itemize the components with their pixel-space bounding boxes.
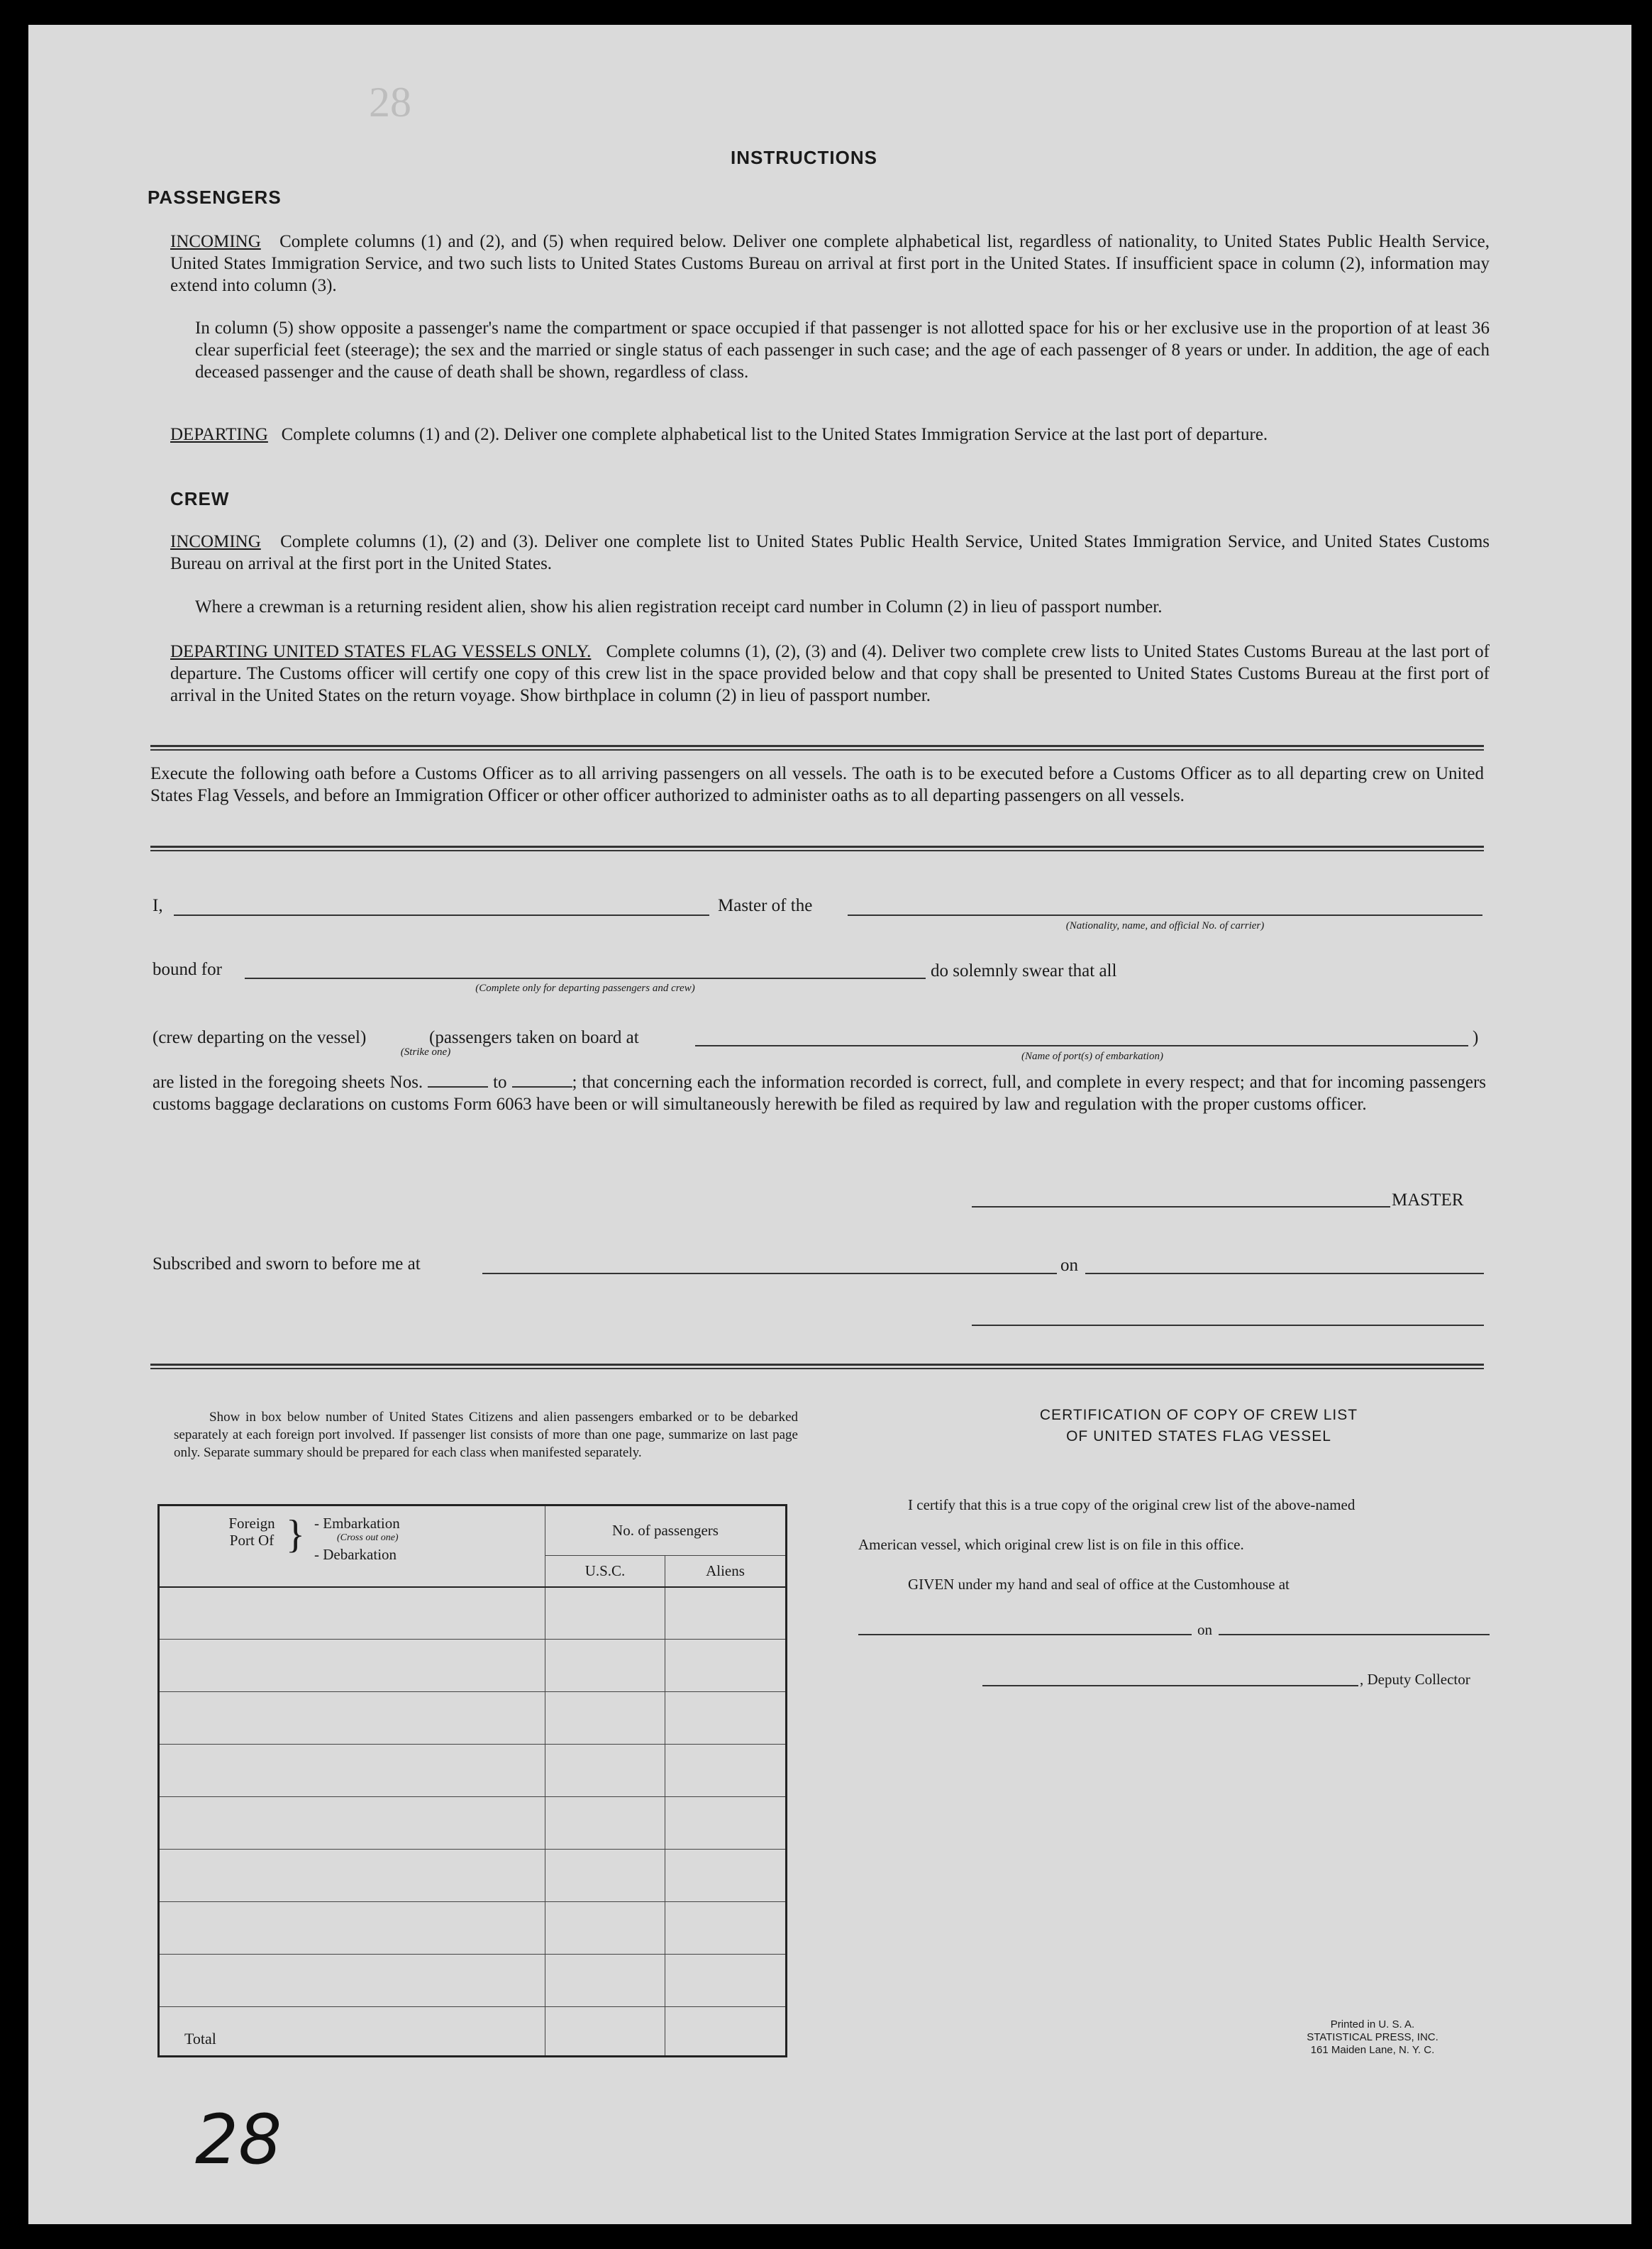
usc-cell[interactable] <box>545 1955 665 2007</box>
aliens-header: Aliens <box>665 1556 787 1587</box>
officer-signature-field[interactable] <box>972 1325 1484 1326</box>
sheet-from-field[interactable] <box>428 1086 488 1088</box>
passengers-incoming-paragraph <box>170 231 1490 297</box>
passengers-departing-paragraph <box>170 424 1490 446</box>
usc-header: U.S.C. <box>545 1556 665 1587</box>
embarkation-ports-field[interactable] <box>695 1045 1468 1046</box>
sheet-to-field[interactable] <box>512 1086 572 1088</box>
port-cell[interactable] <box>159 1955 545 2007</box>
usc-total-cell[interactable] <box>545 2007 665 2057</box>
aliens-cell[interactable] <box>665 1902 787 1955</box>
aliens-cell[interactable] <box>665 1797 787 1850</box>
aliens-cell[interactable] <box>665 1692 787 1745</box>
aliens-total-cell[interactable] <box>665 2007 787 2057</box>
port-header-cell <box>159 1505 545 1587</box>
subscribed-label: Subscribed and sworn to before me at <box>153 1254 421 1273</box>
incoming-label: INCOMING <box>170 232 261 251</box>
crewman-paragraph: Where a crewman is a returning resident alien, show his alien registration receipt card number in Column (2) in lieu of passport number. <box>195 597 1163 617</box>
foreign-port-label: Foreign Port Of <box>228 1515 275 1549</box>
total-label-cell <box>159 2007 545 2057</box>
no-passengers-header: No. of passengers <box>545 1505 787 1556</box>
column5-paragraph: In column (5) show opposite a passenger's name the compartment or space occupied if that passenger is not allotted space for his or her exclusive use in the proportion of at least 36 clear superficial feet (steerage); the sex and the married or single status of each passenger in such case; and the age of each passenger of 8 years or under. In addition, the age of each deceased passenger and the cause of death shall be shown, regardless of class. <box>195 319 1490 382</box>
bound-for-field[interactable] <box>245 978 926 979</box>
passengers-heading: PASSENGERS <box>148 187 282 208</box>
deputy-signature-field[interactable] <box>982 1685 1358 1686</box>
aliens-cell[interactable] <box>665 1955 787 2007</box>
flag-vessels-label: DEPARTING UNITED STATES FLAG VESSELS ONLY. <box>170 642 592 661</box>
sworn-on-label: on <box>1060 1256 1078 1275</box>
bound-for-caption: (Complete only for departing passengers and crew) <box>475 983 695 994</box>
master-signature-field[interactable] <box>972 1206 1390 1208</box>
printer-line3: 161 Maiden Lane, N. Y. C. <box>1310 2044 1435 2056</box>
port-cell[interactable] <box>159 1640 545 1692</box>
debarkation-label: - Debarkation <box>314 1546 397 1563</box>
port-cell[interactable] <box>159 1797 545 1850</box>
listed-text-a: are listed in the foregoing sheets Nos. <box>153 1073 423 1092</box>
departing-text: Complete columns (1) and (2). Deliver one complete alphabetical list to the United States Immigration Service at the last port of departure. <box>281 425 1268 444</box>
oath-intro: Execute the following oath before a Customs Officer as to all arriving passengers on all vessels. The oath is to be executed before a Customs Officer as to all departing crew on United States Flag Vessels, and before an Immigration Officer or other officer authorized to administer oaths as to all departing passengers on all vessels. <box>150 764 1484 805</box>
passengers-taken-option[interactable]: (passengers taken on board at <box>429 1028 639 1047</box>
usc-cell[interactable] <box>545 1745 665 1797</box>
listed-text-b: ; that concerning each the information recorded is correct, full, and complete in every respect; and that for incoming passengers customs baggage declarations on customs Form 6063 have been or will simultaneously herewith be filed as required by law and regulation with the proper customs officer. <box>153 1073 1486 1114</box>
port-cell[interactable] <box>159 1587 545 1640</box>
divider-rule <box>150 1364 1484 1369</box>
aliens-cell[interactable] <box>665 1587 787 1640</box>
port-cell[interactable] <box>159 1692 545 1745</box>
printer-line2: STATISTICAL PRESS, INC. <box>1307 2031 1438 2043</box>
close-paren: ) <box>1473 1028 1479 1047</box>
brace-glyph: } <box>286 1513 305 1557</box>
certify-line-b: American vessel, which original crew list is on file in this office. <box>858 1536 1244 1553</box>
aliens-cell[interactable] <box>665 1640 787 1692</box>
oath-i-label: I, <box>153 896 163 915</box>
flag-vessels-text: Complete columns (1), (2), (3) and (4). Deliver two complete crew lists to United States Customs Bureau at the last port of departure. The Customs officer will certify one copy of this crew list in the space provided below and that copy shall be presented to United States Customs Bureau at the first port of arrival in the United States on the return voyage. Show birthplace in column (2) in lieu of passport number. <box>170 642 1490 705</box>
listed-to: to <box>493 1073 507 1092</box>
incoming-text: Complete columns (1) and (2), and (5) when required below. Deliver one complete alphabetical list, regardless of nationality, to United States Public Health Service, United States Immigration Service, and two such lists to United States Customs Bureau on arrival at first port in the United States. If insufficient space in column (2), information may extend into column (3). <box>170 232 1490 295</box>
port-cell[interactable] <box>159 1850 545 1902</box>
cert-date-field[interactable] <box>1219 1634 1490 1635</box>
given-line: GIVEN under my hand and seal of office at the Customhouse at <box>908 1576 1290 1593</box>
usc-cell[interactable] <box>545 1902 665 1955</box>
certify-line-a: I certify that this is a true copy of the original crew list of the above-named <box>908 1496 1356 1513</box>
faint-page-number: 28 <box>369 79 411 126</box>
handwritten-page-number: 28 <box>195 2100 282 2179</box>
divider-rule <box>150 745 1484 751</box>
crew-incoming-label: INCOMING <box>170 532 261 551</box>
embarkation-label: - Embarkation <box>314 1515 400 1532</box>
port-cell[interactable] <box>159 1745 545 1797</box>
crew-departing-option[interactable]: (crew departing on the vessel) <box>153 1028 367 1047</box>
sworn-date-field[interactable] <box>1085 1273 1484 1274</box>
port-cell[interactable] <box>159 1902 545 1955</box>
departing-label: DEPARTING <box>170 425 268 444</box>
usc-cell[interactable] <box>545 1587 665 1640</box>
cert-on-label: on <box>1197 1621 1212 1638</box>
usc-cell[interactable] <box>545 1850 665 1902</box>
ports-caption: (Name of port(s) of embarkation) <box>1021 1051 1163 1062</box>
instructions-title: INSTRUCTIONS <box>731 147 877 168</box>
printer-line1: Printed in U. S. A. <box>1330 2018 1415 2030</box>
total-label: Total <box>184 2030 216 2048</box>
flag-vessels-paragraph <box>170 641 1490 707</box>
certification-title-line1: CERTIFICATION OF COPY OF CREW LIST <box>1039 1407 1358 1423</box>
printer-imprint <box>1255 2018 1490 2057</box>
ports-summary-table <box>157 1504 787 2057</box>
certification-title <box>929 1405 1468 1447</box>
usc-cell[interactable] <box>545 1640 665 1692</box>
crew-heading: CREW <box>170 488 230 509</box>
strike-one-caption: (Strike one) <box>400 1046 451 1058</box>
crew-incoming-text: Complete columns (1), (2) and (3). Deliver one complete list to United States Public Health Service, United States Immigration Service, and United States Customs Bureau on arrival at the first port in the United States. <box>170 532 1490 573</box>
cross-out-label: (Cross out one) <box>337 1532 399 1543</box>
master-label: MASTER <box>1392 1190 1464 1210</box>
sworn-place-field[interactable] <box>482 1273 1057 1274</box>
listed-sheets-paragraph <box>153 1071 1486 1115</box>
usc-cell[interactable] <box>545 1797 665 1850</box>
crew-incoming-paragraph <box>170 531 1490 575</box>
carrier-caption: (Nationality, name, and official No. of carrier) <box>1065 920 1265 932</box>
bound-for-label: bound for <box>153 960 222 979</box>
divider-rule <box>150 846 1484 851</box>
master-name-field[interactable] <box>174 914 709 916</box>
master-of-the-label: Master of the <box>718 896 813 915</box>
form-sheet <box>28 25 1631 2224</box>
aliens-cell[interactable] <box>665 1745 787 1797</box>
usc-cell[interactable] <box>545 1692 665 1745</box>
deputy-collector-label: , Deputy Collector <box>1360 1671 1470 1688</box>
customhouse-field[interactable] <box>858 1634 1192 1635</box>
carrier-field[interactable] <box>848 914 1482 916</box>
certification-title-line2: OF UNITED STATES FLAG VESSEL <box>1066 1428 1331 1444</box>
aliens-cell[interactable] <box>665 1850 787 1902</box>
box-instructions: Show in box below number of United States Citizens and alien passengers embarked or to be debarked separately at each foreign port involved. If passenger list consists of more than one page, summarize on last page only. Separate summary should be prepared for each class when manifested separately. <box>174 1410 798 1460</box>
do-swear-label: do solemnly swear that all <box>931 961 1117 980</box>
